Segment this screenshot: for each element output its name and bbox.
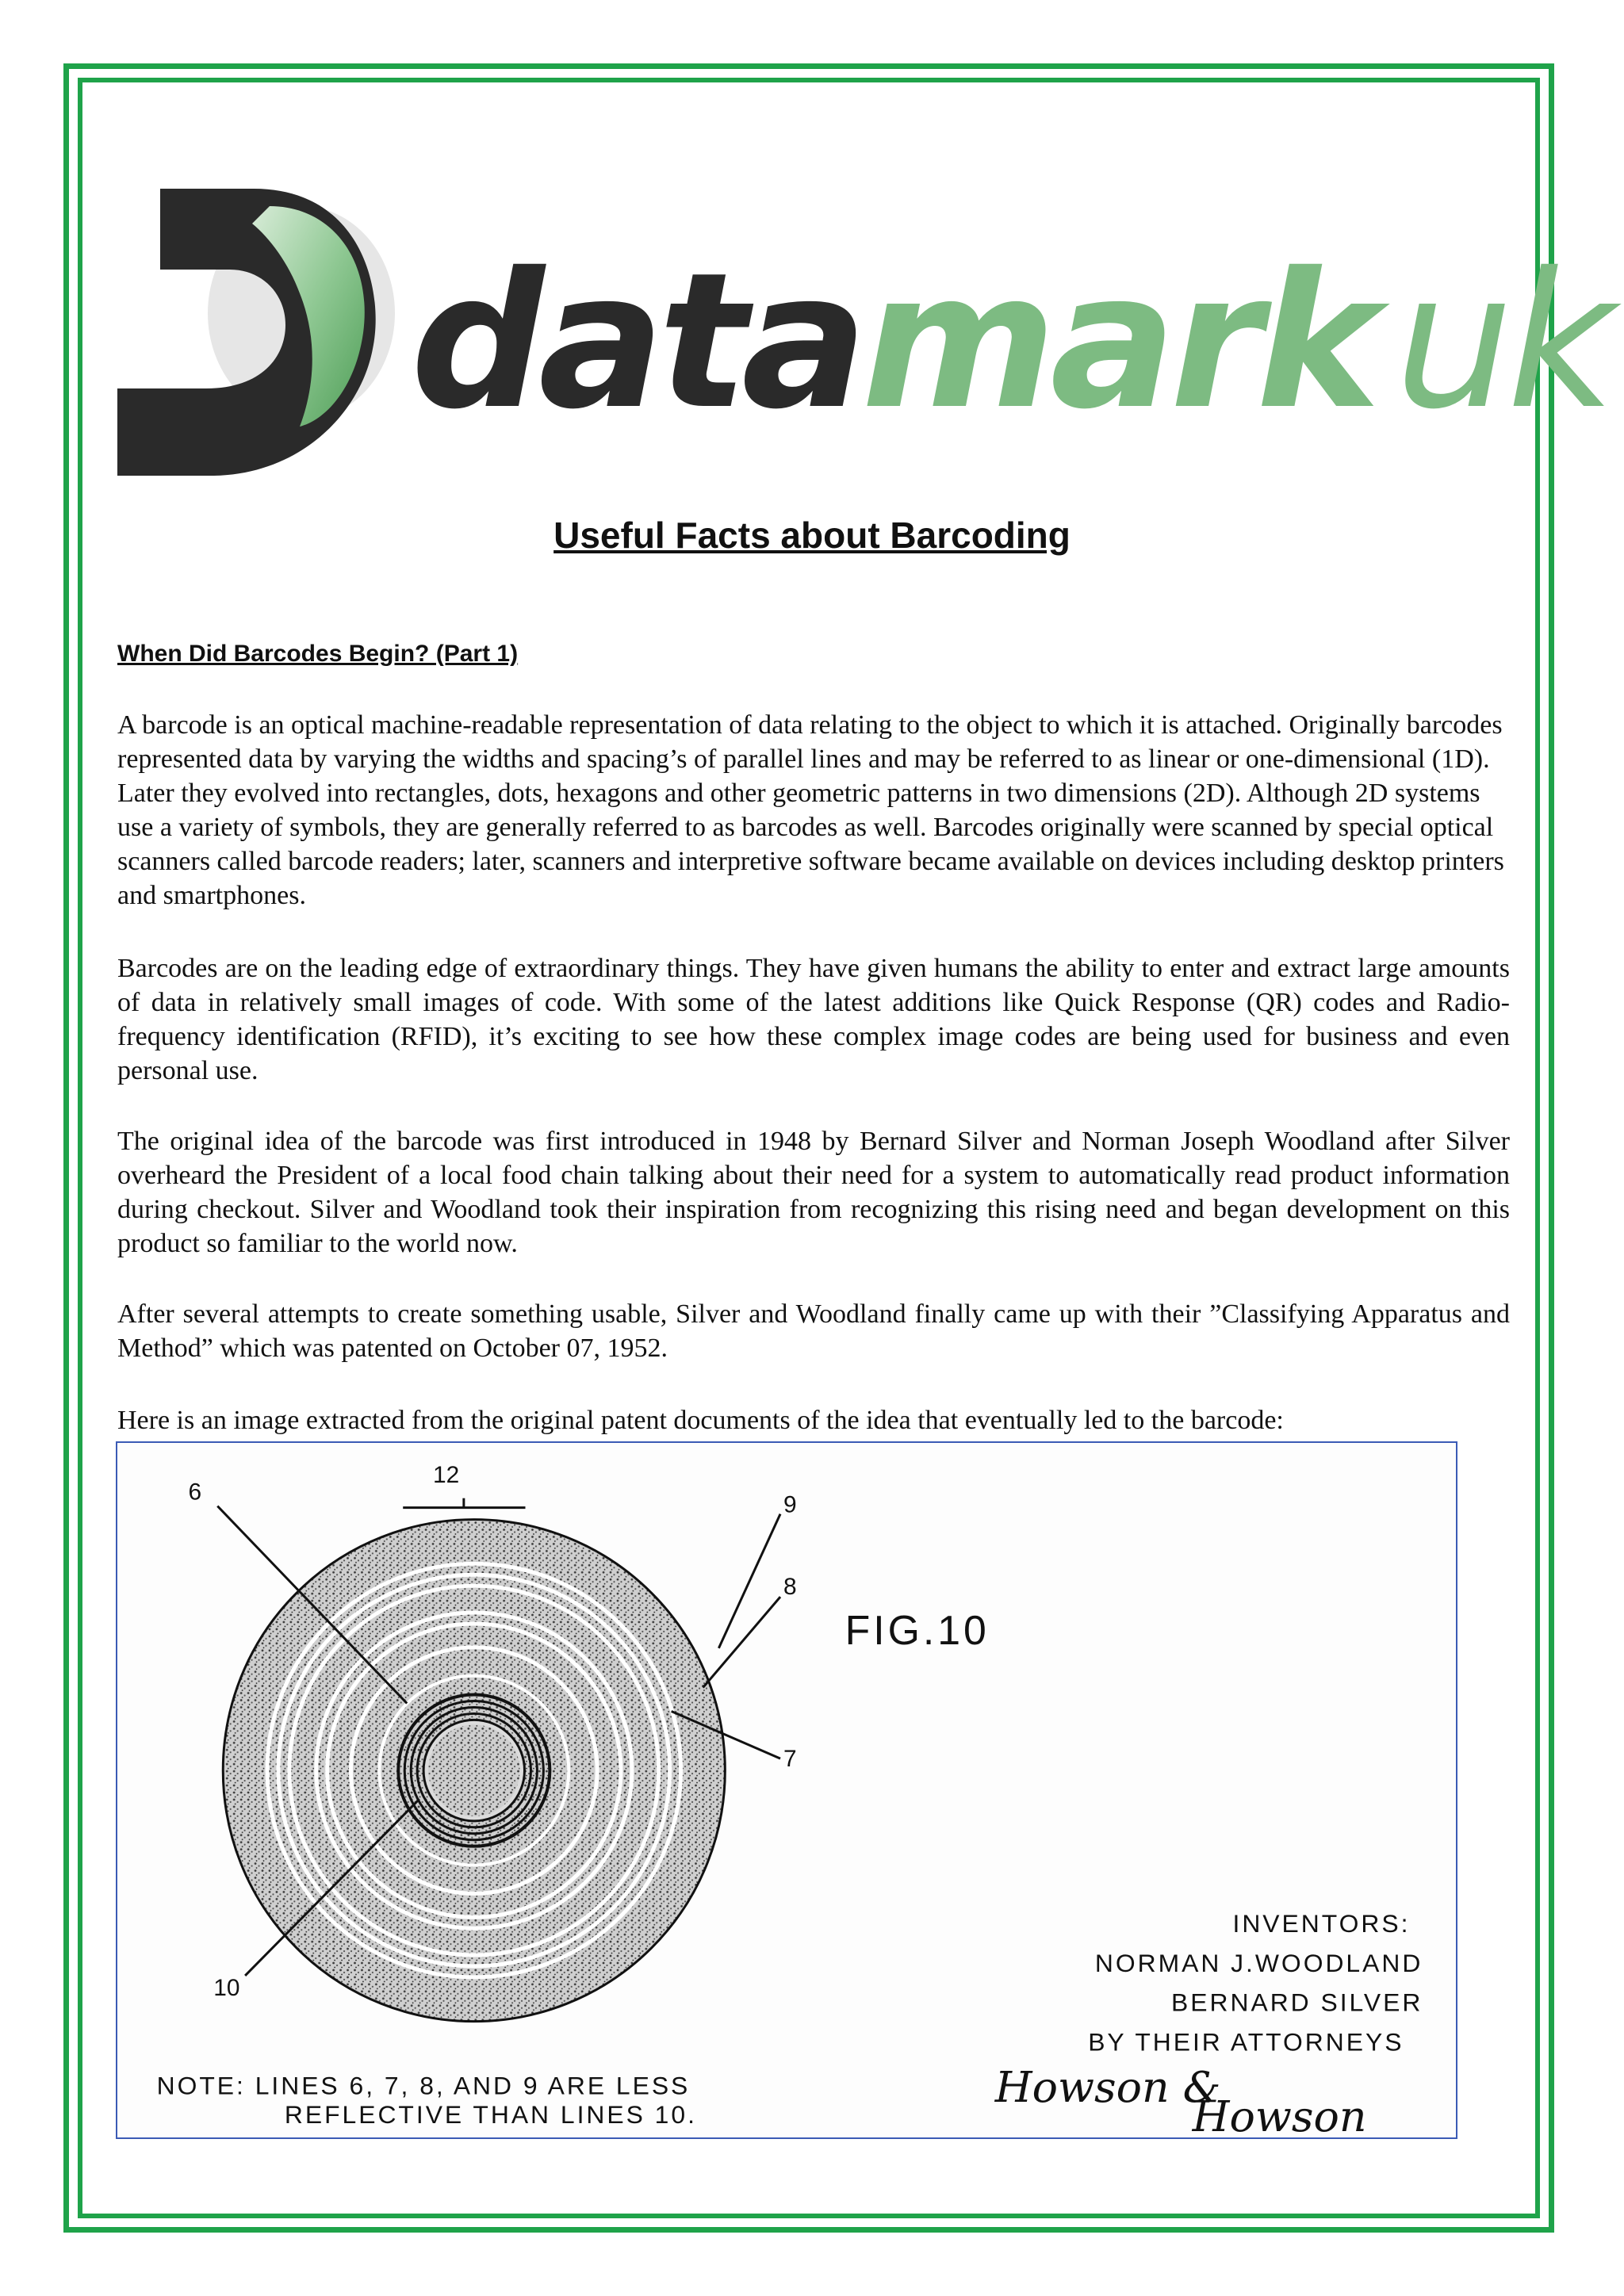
label-6: 6: [188, 1479, 202, 1506]
label-10: 10: [213, 1974, 240, 2001]
inventor-woodland: NORMAN J.WOODLAND: [1094, 1948, 1423, 1977]
attorneys-line: BY THEIR ATTORNEYS: [1088, 2027, 1404, 2057]
paragraph-image-intro: Here is an image extracted from the original patent documents of the idea that eventually led to the barcode:: [117, 1406, 1284, 1435]
bullseye-code: [223, 1520, 725, 2022]
inventor-silver: BERNARD SILVER: [1171, 1988, 1423, 2017]
page-title: Useful Facts about Barcoding: [553, 515, 1071, 556]
note-line-1: NOTE: LINES 6, 7, 8, AND 9 ARE LESS: [156, 2071, 691, 2100]
paragraph-barcode-definition: A barcode is an optical machine-readable representation of data relating to the object to which it is attached. Originally barcodes represented data by varying the widths and spacing’s of parallel lines and may be referred to as linear or one-dimensional (1D). Later they evolved into rectangles, dots, hexagons and other geometric patterns in two dimensions (2D). Although 2D systems use a variety of symbols, they are generally referred to as barcodes as well. Barcodes originally were scanned by special optical scanners called barcode readers; later, scanners and interpretive software became available on devices including desktop printers and smartphones.: [117, 710, 1504, 910]
datamark-logo: [111, 174, 1610, 492]
paragraph-leading-edge: Barcodes are on the leading edge of extraordinary things. They have given humans the ability to enter and extract large amounts of data in relatively small images of code. With some of the latest additions like Quick Response (QR) codes and Radio-frequency identification (RFID), it’s exciting to see how these complex image codes are being used for business and even personal use.: [117, 954, 1510, 1085]
paragraph-original-idea: The original idea of the barcode was first introduced in 1948 by Bernard Silver and Norman Joseph Woodland after Silver overheard the President of a local food chain talking about their need for a system to automatically read product information during checkout. Silver and Woodland took their inspiration from recognizing this rising need and began development on this product so familiar to the world now.: [117, 1127, 1510, 1258]
note-line-2: REFLECTIVE THAN LINES 10.: [284, 2100, 697, 2130]
figure-label: FIG.10: [845, 1606, 990, 1653]
logo-text: datamark uk: [411, 232, 1610, 450]
attorney-signature-2: Howson: [1192, 2091, 1367, 2142]
paragraph-patent: After several attempts to create something usable, Silver and Woodland finally came up with their ”Classifying Apparatus and Method” which was patented on October 07, 1952.: [117, 1299, 1510, 1363]
label-8: 8: [783, 1574, 797, 1601]
label-12: 12: [433, 1461, 460, 1488]
logo-emblem: [117, 189, 395, 476]
label-9: 9: [783, 1491, 797, 1518]
attorney-signature-1: Howson &: [994, 2062, 1221, 2113]
section-heading: When Did Barcodes Begin? (Part 1): [117, 641, 519, 667]
label-7: 7: [783, 1746, 797, 1773]
patent-drawing: [116, 1441, 1457, 2142]
inventors-heading: INVENTORS:: [1232, 1909, 1411, 1938]
